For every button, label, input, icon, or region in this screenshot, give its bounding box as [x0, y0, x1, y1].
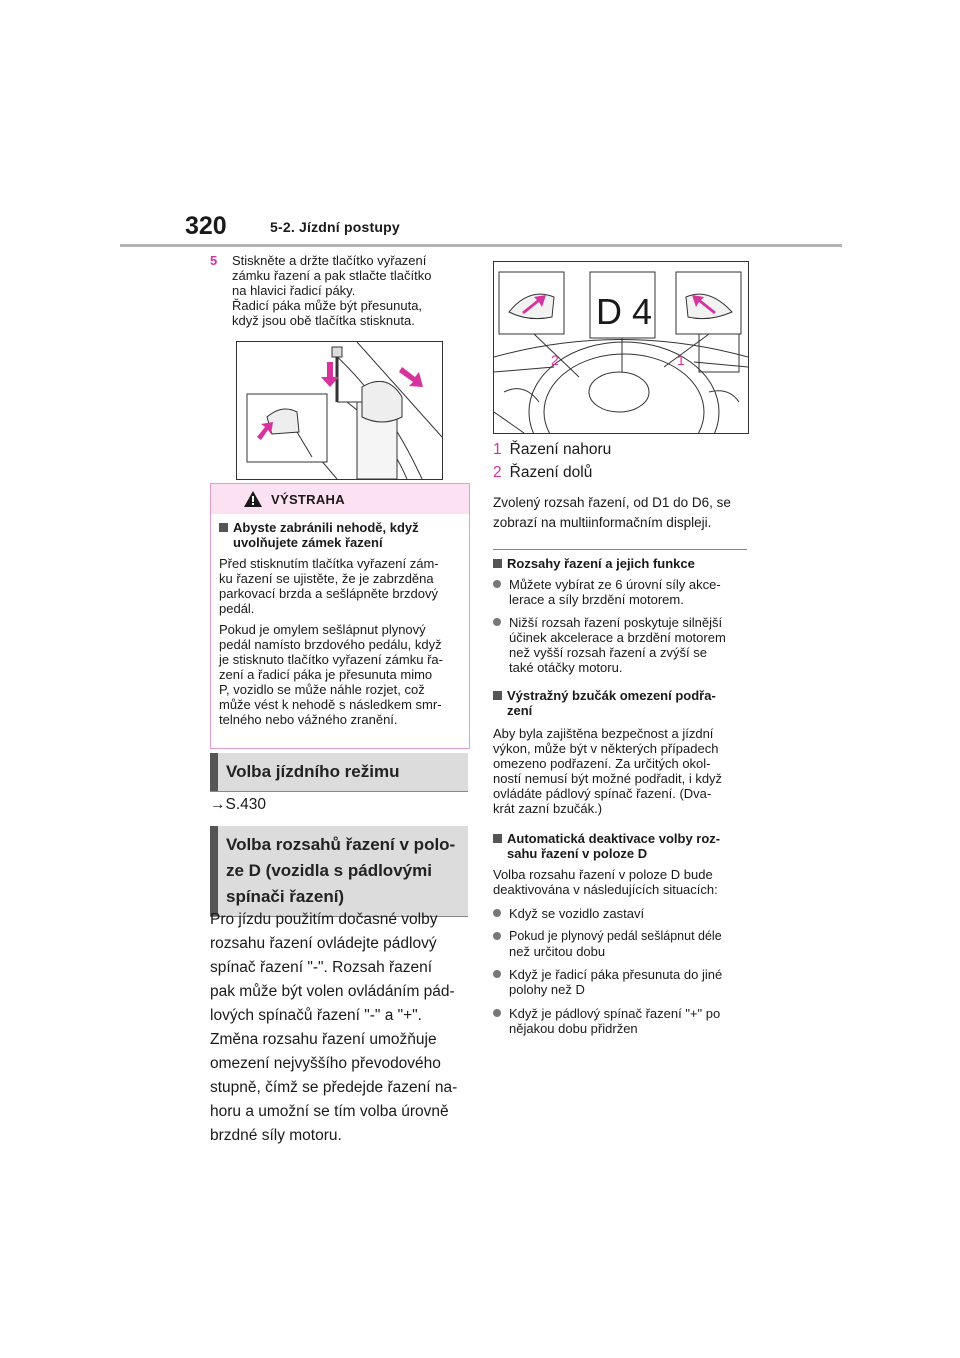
- text-line: Když je pádlový spínač řazení "+" po: [509, 1006, 721, 1021]
- text-line: lerace a síly brzdění motorem.: [509, 592, 684, 607]
- step-number: 5: [210, 253, 218, 268]
- section-shift-range: [210, 826, 468, 917]
- text-line: účinek akcelerace a brzdění motorem: [509, 630, 726, 645]
- text-line: Před stisknutím tlačítka vyřazení zám-: [219, 556, 439, 571]
- divider: [493, 549, 747, 550]
- heading-line: zení: [507, 703, 533, 718]
- bullet-square-icon: [493, 559, 502, 568]
- step-text: [232, 253, 472, 328]
- text-line: Pokud je omylem sešlápnut plynový: [219, 622, 426, 637]
- step-line: na hlavici řadicí páky.: [232, 283, 356, 298]
- text-line: polohy než D: [509, 982, 585, 997]
- text-line: Změna rozsahu řazení umožňuje: [210, 1031, 437, 1048]
- section-body: [210, 908, 472, 1148]
- text-line: ku řazení se ujistěte, že je zabrzděna: [219, 571, 434, 586]
- text-line: pedál namísto brzdového pedálu, když: [219, 637, 442, 652]
- page-number: 320: [185, 212, 227, 240]
- text-line: ovládáte pádlový spínač řazení. (Dva-: [493, 786, 712, 801]
- step-line: když jsou obě tlačítka stisknuta.: [232, 313, 415, 328]
- text-line: také otáčky motoru.: [509, 660, 623, 675]
- text-line: Nižší rozsah řazení poskytuje silnější: [509, 615, 723, 630]
- text-line: Pro jízdu použitím dočasné volby: [210, 911, 438, 928]
- auto-deactivation-block: [493, 831, 753, 1051]
- text-line: Když je řadicí páka přesunuta do jiné: [509, 967, 723, 982]
- page-reference-link[interactable]: →S.430: [210, 796, 267, 813]
- text-line: ností nemusí být možné podřadit, i když: [493, 771, 723, 786]
- section-heading: Volba jízdního režimu: [210, 753, 468, 791]
- block-body: [493, 726, 753, 816]
- label-number: 2: [493, 464, 502, 481]
- shift-ranges-block: [493, 556, 753, 696]
- text-line: pedál.: [219, 601, 255, 616]
- gear-display-text: D 4: [596, 291, 653, 332]
- text-line: než určitou dobu: [509, 944, 606, 959]
- text-line: stupně, čímž se předejde řazení na-: [210, 1079, 458, 1096]
- step-line: zámku řazení a pak stlačte tlačítko: [232, 268, 432, 283]
- text-line: telného nebo vážného zranění.: [219, 712, 398, 727]
- heading-line: Volba rozsahů řazení v polo-: [226, 835, 456, 854]
- bullet-dot-icon: [493, 618, 501, 626]
- text-line: Volba rozsahu řazení v poloze D bude: [493, 867, 713, 882]
- text-line: Zvolený rozsah řazení, od D1 do D6, se: [493, 495, 731, 510]
- warning-paragraph-2: [219, 622, 465, 727]
- label-text: Řazení dolů: [509, 464, 593, 481]
- text-line: Aby byla zajištěna bezpečnost a jízdní: [493, 726, 714, 741]
- bullet-dot-icon: [493, 1009, 501, 1017]
- text-line: lových spínačů řazení "-" a "+".: [210, 1007, 422, 1024]
- heading-line: sahu řazení v poloze D: [507, 846, 648, 861]
- text-line: než vyšší rozsah řazení a zvýší se: [509, 645, 707, 660]
- heading-line: Automatická deaktivace volby roz-: [507, 831, 721, 846]
- heading-line: ze D (vozidla s pádlovými: [226, 861, 432, 880]
- downshift-buzzer-block: [493, 688, 753, 823]
- text-line: může vést k nehodě s následkem smr-: [219, 697, 442, 712]
- text-line: je stisknuto tlačítko vyřazení zámku řa-: [219, 652, 443, 667]
- label-upshift: [493, 440, 611, 460]
- bullet-square-icon: [493, 691, 502, 700]
- range-note: [493, 493, 753, 533]
- bullet-square-icon: [219, 523, 228, 532]
- warning-heading: [219, 520, 465, 550]
- text-line: Když se vozidlo zastaví: [509, 906, 645, 921]
- label-downshift: [493, 463, 592, 483]
- text-line: Můžete vybírat ze 6 úrovní síly akce-: [509, 577, 721, 592]
- warning-title: VÝSTRAHA: [271, 492, 345, 507]
- callout-1: 1: [677, 352, 685, 368]
- warning-heading-line: uvolňujete zámek řazení: [233, 535, 383, 550]
- bullet-dot-icon: [493, 909, 501, 917]
- label-number: 1: [493, 441, 502, 458]
- bullet-square-icon: [493, 834, 502, 843]
- text-line: omezení nejvyššího převodového: [210, 1055, 441, 1072]
- warning-triangle-icon: [243, 490, 263, 513]
- text-line: výkon, může být v některých případech: [493, 741, 719, 756]
- step-line: Stiskněte a držte tlačítko vyřazení: [232, 253, 427, 268]
- text-line: Pokud je plynový pedál sešlápnut déle: [509, 929, 722, 943]
- block-heading: [493, 556, 695, 571]
- bullet-dot-icon: [493, 580, 501, 588]
- heading-line: spínači řazení): [226, 887, 345, 906]
- text-line: spínač řazení "-". Rozsah řazení: [210, 959, 433, 976]
- text-line: P, vozidlo se může náhle rozjet, což: [219, 682, 425, 697]
- divider: [210, 791, 468, 792]
- text-line: krát zazní bzučák.): [493, 801, 603, 816]
- section-heading: [210, 826, 468, 916]
- section-drive-mode: [210, 753, 468, 792]
- bullet-dot-icon: [493, 970, 501, 978]
- warning-heading-line: Abyste zabránili nehodě, když: [233, 520, 419, 535]
- text-line: rozsahu řazení ovládejte pádlový: [210, 935, 437, 952]
- block-body: [493, 867, 753, 897]
- text-line: nějakou dobu přidržen: [509, 1021, 638, 1036]
- warning-paragraph-1: [219, 556, 465, 616]
- section-title: 5-2. Jízdní postupy: [270, 219, 400, 235]
- text-line: pak může být volen ovládáním pád-: [210, 983, 455, 1000]
- text-line: horu a umožní se tím volba úrovně: [210, 1103, 449, 1120]
- text-line: brzdné síly motoru.: [210, 1127, 342, 1144]
- bullet-dot-icon: [493, 932, 501, 940]
- block-heading: [493, 831, 753, 861]
- text-line: deaktivována v následujících situacích:: [493, 882, 718, 897]
- warning-body: [219, 520, 465, 727]
- label-text: Řazení nahoru: [509, 441, 612, 458]
- warning-box: [210, 483, 470, 749]
- shift-lever-illustration: [236, 341, 443, 480]
- step-line: Řadicí páka může být přesunuta,: [232, 298, 423, 313]
- callout-2: 2: [551, 352, 559, 368]
- text-line: zení a řadicí páka je přesunuta mimo: [219, 667, 433, 682]
- block-heading: [493, 688, 753, 718]
- text-line: parkovací brzda a sešlápněte brzdový: [219, 586, 438, 601]
- heading-text: Rozsahy řazení a jejich funkce: [507, 556, 695, 571]
- header-divider: [120, 244, 842, 247]
- text-line: zobrazí na multiinformačním displeji.: [493, 515, 712, 530]
- text-line: omezeno podřazení. Za určitých okol-: [493, 756, 711, 771]
- paddle-shifter-illustration: [493, 261, 749, 434]
- warning-header: [211, 484, 469, 514]
- heading-line: Výstražný bzučák omezení podřa-: [507, 688, 716, 703]
